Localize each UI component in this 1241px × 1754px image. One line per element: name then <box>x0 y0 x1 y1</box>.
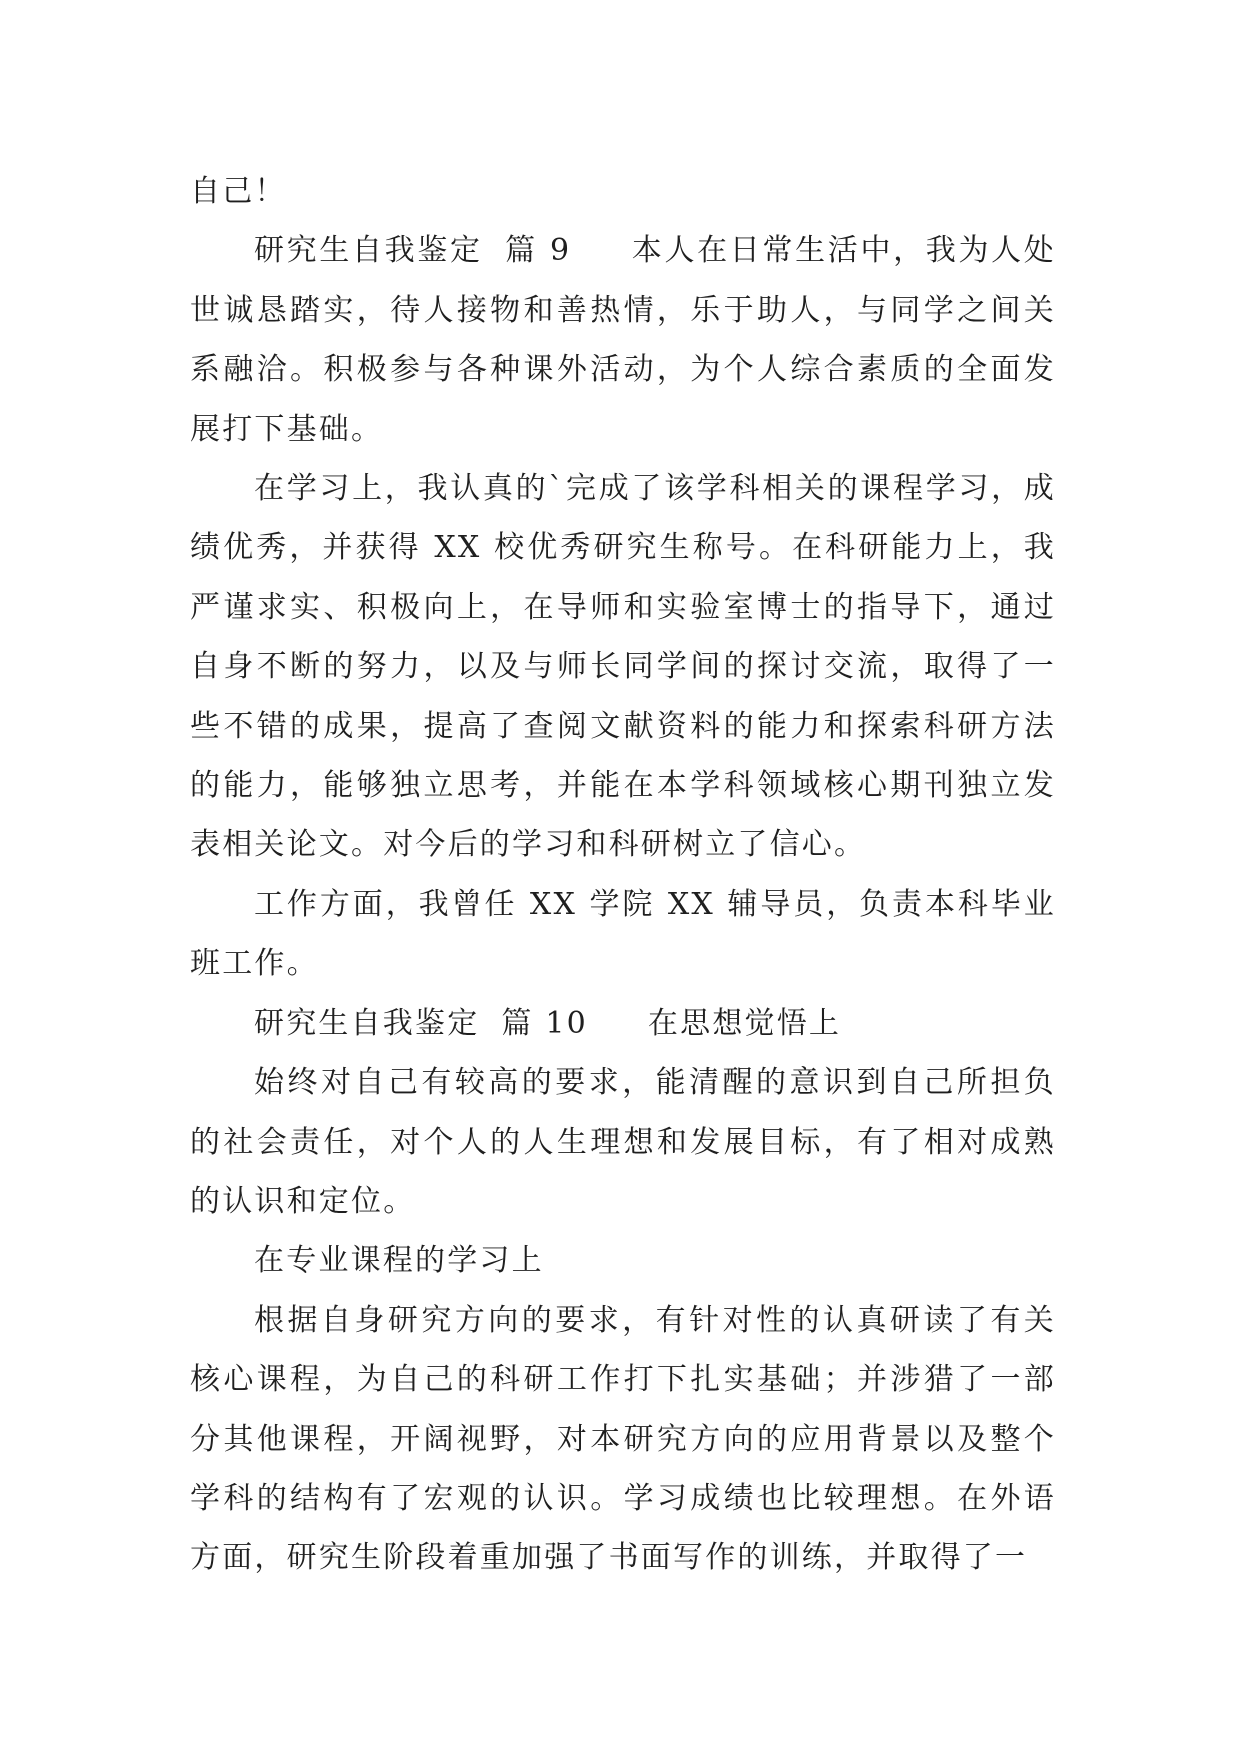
paragraph-text: 自己！ <box>190 174 287 209</box>
paragraph-8 <box>190 1291 1056 1588</box>
paragraph-3 <box>190 459 1056 875</box>
paragraph-7 <box>190 1231 1056 1290</box>
paragraph-5 <box>190 994 1056 1053</box>
section-number-9: 篇 9 <box>504 233 572 269</box>
section-heading-10: 研究生自我鉴定 <box>254 1005 480 1041</box>
paragraph-6 <box>190 1053 1056 1231</box>
paragraph-text: 在思想觉悟上 <box>647 1005 842 1041</box>
paragraph-2 <box>190 221 1056 459</box>
paragraph-text: 在专业课程的学习上 <box>254 1243 544 1279</box>
paragraph-4 <box>190 875 1056 994</box>
paragraph-text: 始终对自己有较高的要求，能清醒的意识到自己所担负的社会责任，对个人的人生理想和发展目标，有了相对成熟的认识和定位。 <box>190 1065 1056 1219</box>
paragraph-text: 在学习上，我认真的`完成了该学科相关的课程学习，成绩优秀，并获得 XX 校优秀研究生称号。在科研能力上，我严谨求实、积极向上，在导师和实验室博士的指导下，通过自身不断的努力，以及与师长同学间的探讨交流，取得了一些不错的成果，提高了查阅文献资料的能力和探索科研方法的能力，能够独立思考，并能在本学科领域核心期刊独立发表相关论文。对今后的学习和科研树立了信心。 <box>190 471 1056 863</box>
section-number-10: 篇 10 <box>501 1005 588 1041</box>
document-body <box>190 162 1056 1588</box>
section-heading-9: 研究生自我鉴定 <box>254 233 483 269</box>
paragraph-1 <box>190 162 1056 221</box>
paragraph-text: 根据自身研究方向的要求，有针对性的认真研读了有关核心课程，为自己的科研工作打下扎实基础；并涉猎了一部分其他课程，开阔视野，对本研究方向的应用背景以及整个学科的结构有了宏观的认识。学习成绩也比较理想。在外语方面，研究生阶段着重加强了书面写作的训练，并取得了一 <box>190 1302 1056 1576</box>
paragraph-text: 工作方面，我曾任 XX 学院 XX 辅导员，负责本科毕业班工作。 <box>190 886 1056 982</box>
paragraph-text: 本人在日常生活中，我为人处世诚恳踏实，待人接物和善热情，乐于助人，与同学之间关系融洽。积极参与各种课外活动，为个人综合素质的全面发展打下基础。 <box>190 233 1056 447</box>
